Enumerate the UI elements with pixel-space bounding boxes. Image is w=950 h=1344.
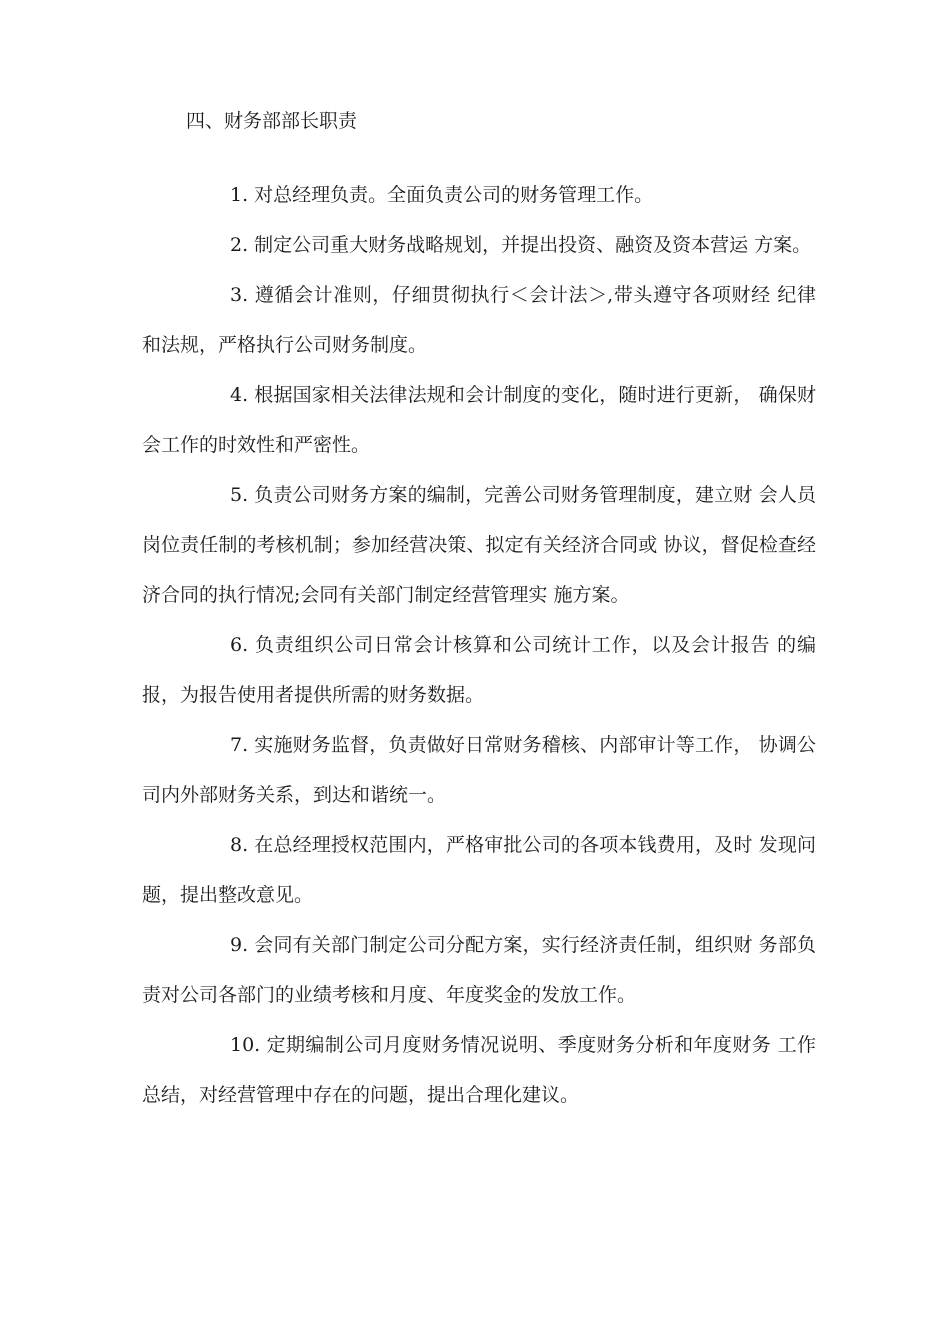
- section-heading: 四、财务部部长职责: [186, 110, 358, 132]
- item-text: 制定公司重大财务战略规划，并提出投资、融资及资本营运 方案。: [254, 234, 812, 256]
- item-text: 负责公司财务方案的编制，完善公司财务管理制度，建立财 会人员岗位责任制的考核机制；参加经营决策、拟定有关经济合同或 协议，督促检查经济合同的执行情况;会同有关部门制定经营管理实 施方案。: [142, 484, 816, 606]
- duty-item-1: [142, 170, 816, 220]
- item-number: 7.: [230, 734, 249, 756]
- duty-item-10: [142, 1020, 816, 1120]
- item-number: 2.: [230, 234, 249, 256]
- item-text: 对总经理负责。全面负责公司的财务管理工作。: [254, 184, 654, 206]
- duty-item-8: [142, 820, 816, 920]
- duty-item-9: [142, 920, 816, 1020]
- item-text: 在总经理授权范围内，严格审批公司的各项本钱费用，及时 发现问题，提出整改意见。: [142, 834, 816, 906]
- item-number: 9.: [230, 934, 249, 956]
- item-number: 4.: [230, 384, 249, 406]
- item-text: 根据国家相关法律法规和会计制度的变化，随时进行更新， 确保财会工作的时效性和严密性。: [142, 384, 816, 456]
- item-text: 会同有关部门制定公司分配方案，实行经济责任制，组织财 务部负责对公司各部门的业绩考核和月度、年度奖金的发放工作。: [142, 934, 816, 1006]
- item-number: 3.: [230, 284, 249, 306]
- item-text: 定期编制公司月度财务情况说明、季度财务分析和年度财务 工作总结，对经营管理中存在的问题，提出合理化建议。: [142, 1034, 816, 1106]
- item-number: 10.: [230, 1034, 261, 1056]
- duty-item-3: [142, 270, 816, 370]
- item-text: 负责组织公司日常会计核算和公司统计工作，以及会计报告 的编报，为报告使用者提供所需的财务数据。: [142, 634, 816, 706]
- item-number: 6.: [230, 634, 249, 656]
- duty-item-4: [142, 370, 816, 470]
- item-number: 1.: [230, 184, 249, 206]
- item-text: 遵循会计准则，仔细贯彻执行＜会计法＞,带头遵守各项财经 纪律和法规，严格执行公司财务制度。: [142, 284, 816, 356]
- duty-item-7: [142, 720, 816, 820]
- item-text: 实施财务监督，负责做好日常财务稽核、内部审计等工作， 协调公司内外部财务关系，到达和谐统一。: [142, 734, 816, 806]
- item-number: 8.: [230, 834, 249, 856]
- document-page: [142, 96, 816, 1120]
- duty-item-6: [142, 620, 816, 720]
- duty-item-2: [142, 220, 816, 270]
- duty-item-5: [142, 470, 816, 620]
- item-number: 5.: [230, 484, 249, 506]
